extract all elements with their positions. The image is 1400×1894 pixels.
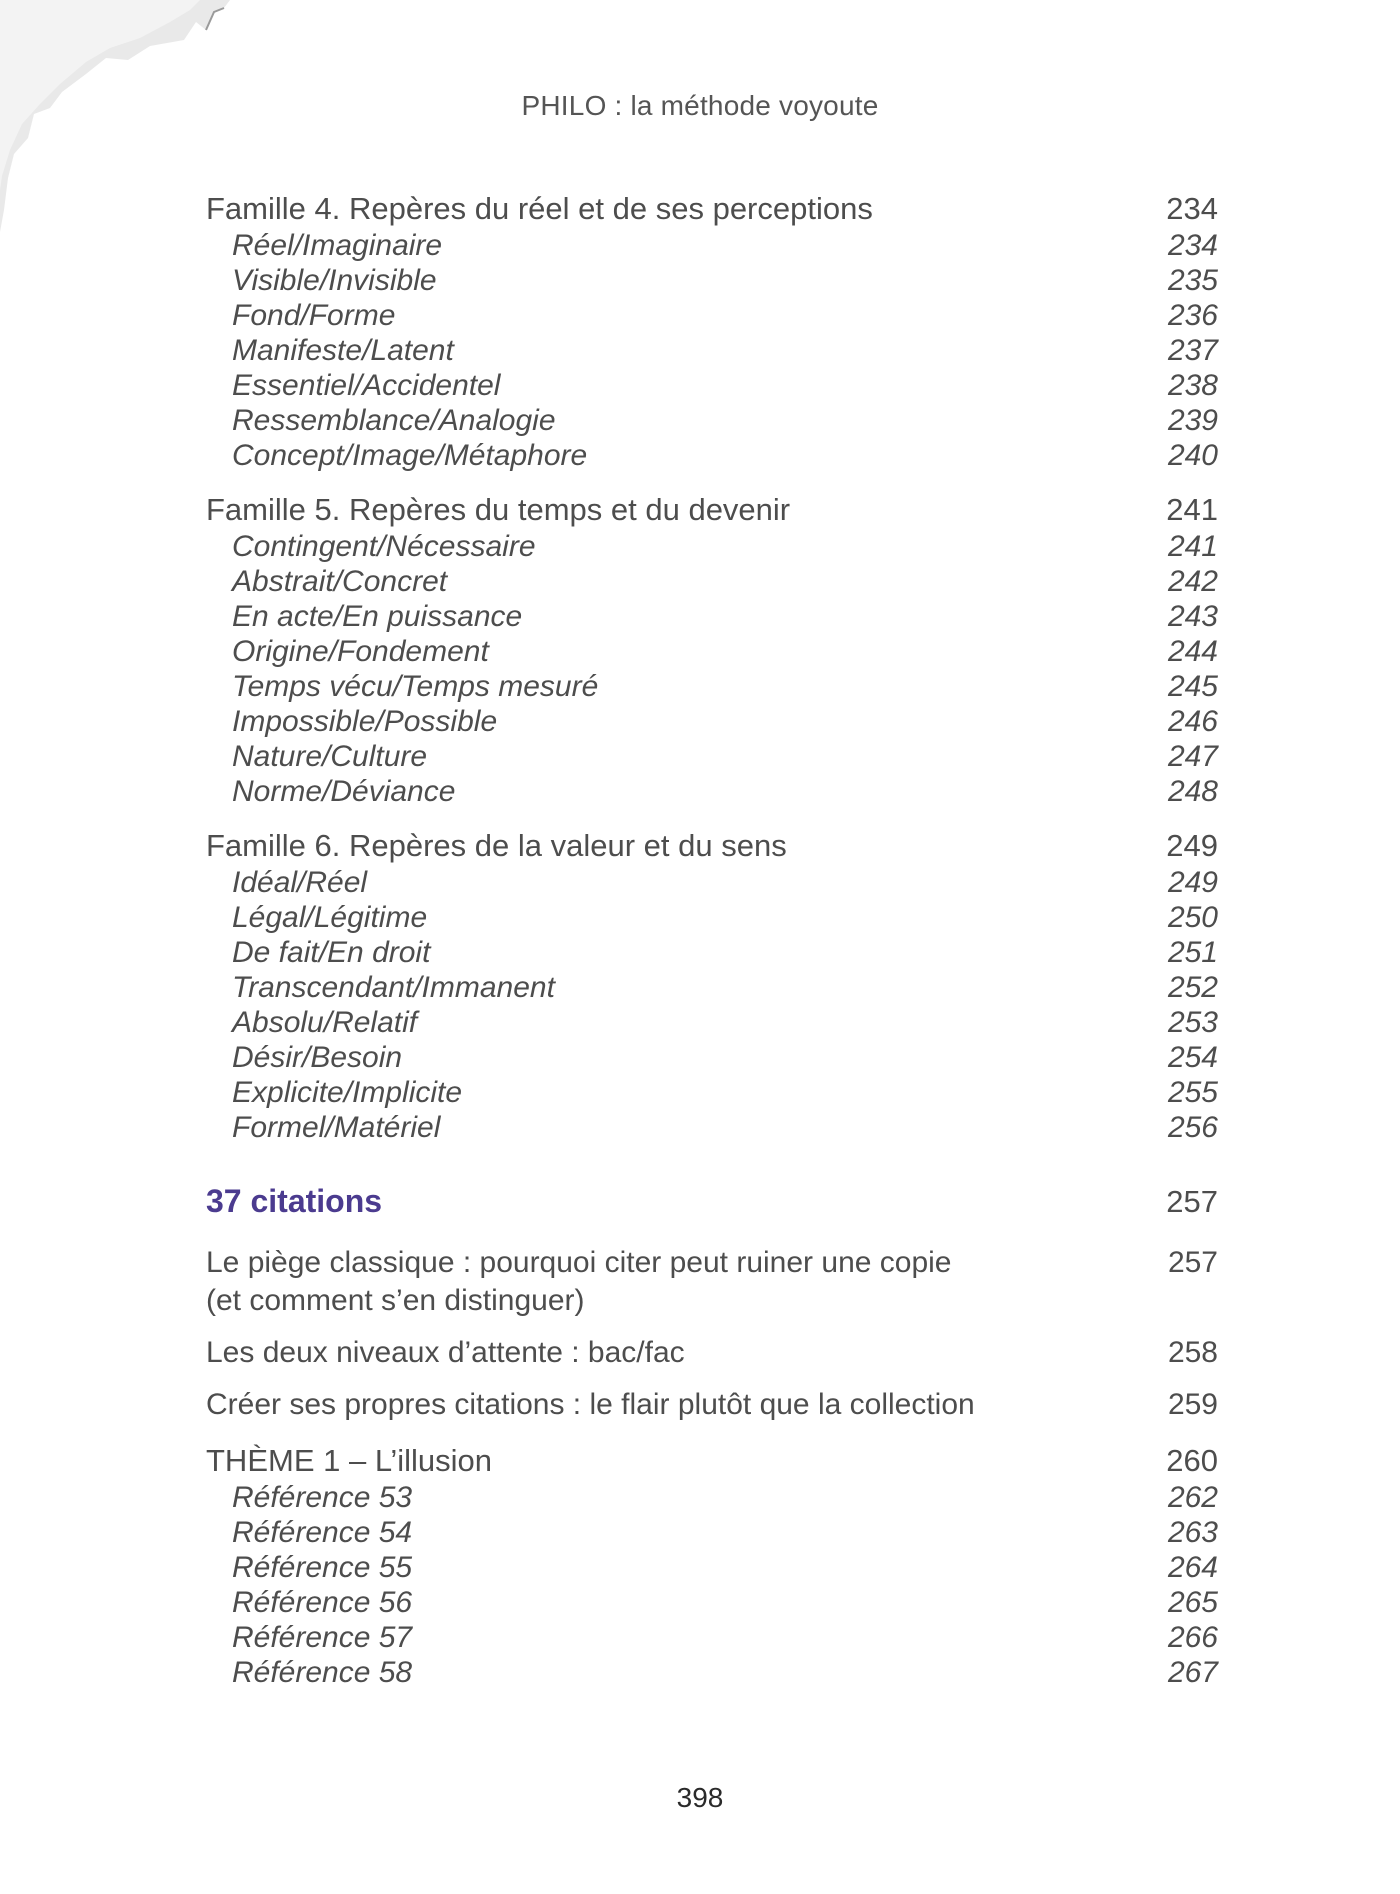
toc-page-number: 253 (1167, 1006, 1218, 1039)
toc-page-number: 262 (1167, 1481, 1218, 1514)
running-header: PHILO : la méthode voyoute (521, 90, 879, 121)
toc-section-title: 37 citations (206, 1183, 383, 1219)
toc-intro-entry[interactable] (206, 1386, 1218, 1424)
toc-page-number: 256 (1167, 1111, 1218, 1144)
toc-page-number: 258 (1167, 1336, 1218, 1369)
toc-page-number: 241 (1166, 492, 1218, 527)
toc-page-number: 264 (1167, 1551, 1218, 1584)
toc-entry[interactable] (206, 970, 1218, 1005)
toc-entry[interactable] (206, 1110, 1218, 1145)
toc-page-number: 242 (1167, 565, 1218, 598)
toc-entry-label: Référence 58 (232, 1656, 413, 1689)
toc-page-number: 260 (1166, 1443, 1218, 1478)
toc-entry[interactable] (206, 1585, 1218, 1620)
toc-page-number: 263 (1167, 1516, 1218, 1549)
toc-intro-label: Créer ses propres citations : le flair plutôt que la collection (206, 1388, 975, 1421)
toc-page-number: 249 (1166, 828, 1218, 863)
toc-entry[interactable] (206, 1620, 1218, 1655)
toc-entry-label: Idéal/Réel (232, 866, 368, 899)
toc-heading-label: Famille 6. Repères de la valeur et du sens (206, 828, 787, 863)
toc-entry[interactable] (206, 1005, 1218, 1040)
toc-intro-entry[interactable] (206, 1244, 1218, 1320)
toc-intro-entry[interactable] (206, 1334, 1218, 1372)
toc-entry[interactable] (206, 228, 1218, 263)
toc-entry[interactable] (206, 333, 1218, 368)
toc-entry-label: Visible/Invisible (232, 264, 437, 297)
toc-entry-label: Concept/Image/Métaphore (232, 439, 588, 472)
toc-heading-label: THÈME 1 – L’illusion (206, 1443, 493, 1478)
toc-heading[interactable] (206, 1442, 1218, 1480)
toc-entry-label: En acte/En puissance (232, 600, 523, 633)
toc-entry[interactable] (206, 1515, 1218, 1550)
toc-heading-label: Famille 4. Repères du réel et de ses perceptions (206, 191, 873, 226)
toc-page-number: 245 (1167, 670, 1218, 703)
toc-heading[interactable] (206, 190, 1218, 228)
toc-entry-label: Fond/Forme (232, 299, 396, 332)
toc-page-number: 249 (1167, 866, 1218, 899)
toc-entry-label: Abstrait/Concret (232, 565, 448, 598)
toc-entry[interactable] (206, 438, 1218, 473)
toc-entry-label: Transcendant/Immanent (232, 971, 555, 1004)
toc-page-number: 235 (1167, 264, 1218, 297)
toc-page-number: 254 (1167, 1041, 1218, 1074)
toc-page-number: 257 (1166, 1184, 1218, 1219)
toc-entry-label: Légal/Légitime (232, 901, 428, 934)
toc-entry[interactable] (206, 298, 1218, 333)
toc-entry[interactable] (206, 865, 1218, 900)
toc-entry[interactable] (206, 403, 1218, 438)
toc-entry[interactable] (206, 634, 1218, 669)
toc-page-number: 241 (1167, 530, 1218, 563)
toc-page-number: 266 (1167, 1621, 1218, 1654)
toc-entry-label: Temps vécu/Temps mesuré (232, 670, 599, 703)
toc-entry[interactable] (206, 935, 1218, 970)
toc-intro-label: Les deux niveaux d’attente : bac/fac (206, 1336, 685, 1369)
toc-entry-label: Référence 53 (232, 1481, 413, 1514)
toc-page-number: 251 (1167, 936, 1218, 969)
toc-entry-label: Référence 57 (232, 1621, 413, 1654)
toc-page-number: 238 (1167, 369, 1218, 402)
toc-entry-label: Formel/Matériel (232, 1111, 441, 1144)
toc-entry[interactable] (206, 529, 1218, 564)
page-number: 398 (676, 1782, 724, 1813)
toc-entry-label: Réel/Imaginaire (232, 229, 443, 262)
toc-page-number: 246 (1167, 705, 1218, 738)
toc-entry-label: Norme/Déviance (232, 775, 456, 808)
toc-page-number: 259 (1167, 1388, 1218, 1421)
toc-entry-label: Manifeste/Latent (232, 334, 454, 367)
toc-page-number: 252 (1167, 971, 1218, 1004)
toc-entry-label: Nature/Culture (232, 740, 428, 773)
toc-page-number: 250 (1167, 901, 1218, 934)
toc-entry-label: Référence 54 (232, 1516, 413, 1549)
toc-entry-label: Absolu/Relatif (232, 1006, 418, 1039)
toc-page-number: 237 (1167, 334, 1218, 367)
toc-entry[interactable] (206, 599, 1218, 634)
toc-heading[interactable] (206, 491, 1218, 529)
toc-entry[interactable] (206, 1075, 1218, 1110)
toc-page-number: 239 (1167, 404, 1218, 437)
toc-entry[interactable] (206, 368, 1218, 403)
toc-section-heading[interactable] (206, 1181, 1218, 1222)
toc-entry[interactable] (206, 1655, 1218, 1690)
toc-page-number: 248 (1167, 775, 1218, 808)
toc-entry-label: Ressemblance/Analogie (232, 404, 556, 437)
toc-page-number: 247 (1167, 740, 1218, 773)
toc-intro-label-line: Le piège classique : pourquoi citer peut ruiner une copie (206, 1246, 952, 1279)
toc-intro-label-line: (et comment s’en distinguer) (206, 1284, 585, 1317)
toc-entry[interactable] (206, 669, 1218, 704)
toc-entry[interactable] (206, 564, 1218, 599)
toc-entry[interactable] (206, 704, 1218, 739)
toc-page-number: 255 (1167, 1076, 1218, 1109)
toc-page-number: 240 (1167, 439, 1218, 472)
toc-entry-label: Contingent/Nécessaire (232, 530, 536, 563)
toc-entry-label: Désir/Besoin (232, 1041, 403, 1074)
toc-entry-label: Référence 55 (232, 1551, 413, 1584)
toc-entry[interactable] (206, 1040, 1218, 1075)
toc-entry-label: De fait/En droit (232, 936, 431, 969)
toc-heading-label: Famille 5. Repères du temps et du devenir (206, 492, 791, 527)
toc-page-number: 265 (1167, 1586, 1218, 1619)
toc-page-number: 267 (1167, 1656, 1218, 1689)
toc-page-number: 243 (1167, 600, 1218, 633)
toc-heading[interactable] (206, 827, 1218, 865)
toc-entry-label: Essentiel/Accidentel (232, 369, 501, 402)
toc-intro-label (206, 1244, 1158, 1320)
toc-page-number: 234 (1167, 229, 1218, 262)
toc-entry[interactable] (206, 263, 1218, 298)
toc-entry-label: Origine/Fondement (232, 635, 489, 668)
table-of-contents (206, 190, 1218, 1690)
toc-entry[interactable] (206, 1550, 1218, 1585)
toc-entry[interactable] (206, 739, 1218, 774)
toc-page-number: 236 (1167, 299, 1218, 332)
toc-entry-label: Référence 56 (232, 1586, 413, 1619)
toc-entry[interactable] (206, 900, 1218, 935)
toc-entry-label: Impossible/Possible (232, 705, 498, 738)
toc-page-number: 244 (1167, 635, 1218, 668)
toc-page-number: 234 (1166, 191, 1218, 226)
toc-entry-label: Explicite/Implicite (232, 1076, 463, 1109)
toc-page-number: 257 (1167, 1246, 1218, 1279)
toc-entry[interactable] (206, 1480, 1218, 1515)
toc-entry[interactable] (206, 774, 1218, 809)
